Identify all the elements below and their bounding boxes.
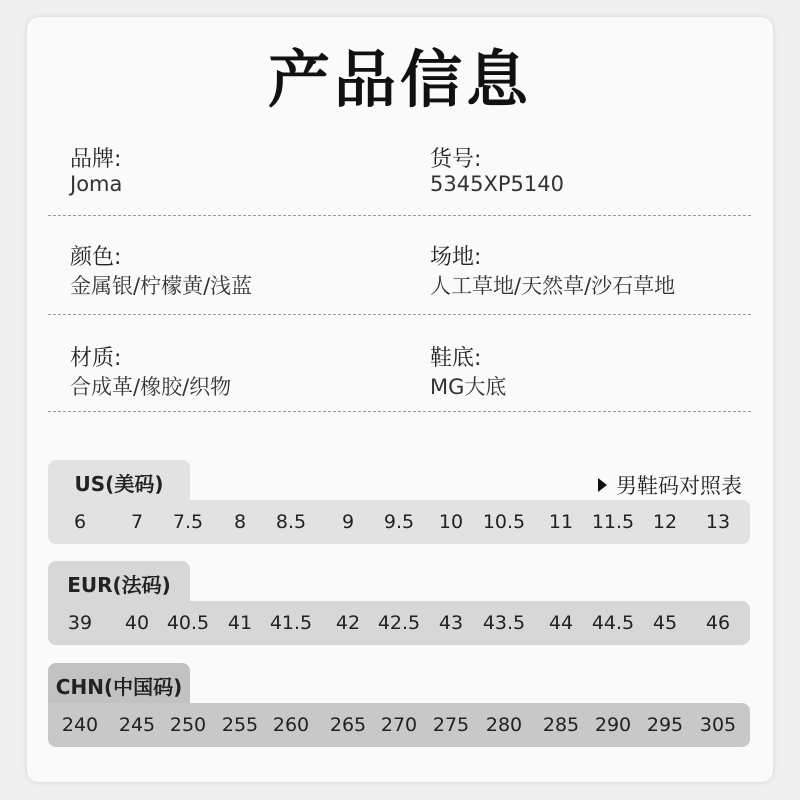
size-cell: 40.5: [166, 612, 210, 634]
size-cell: 41: [227, 612, 253, 634]
size-cell: 295: [646, 714, 684, 736]
divider: [48, 411, 751, 412]
size-cell: 43.5: [482, 612, 526, 634]
size-cell: 10.5: [482, 511, 526, 533]
size-cell: 44.5: [591, 612, 635, 634]
size-cell: 42: [335, 612, 361, 634]
size-cell: 250: [169, 714, 207, 736]
size-cell: 260: [272, 714, 310, 736]
venue-label: 场地:: [430, 245, 482, 270]
size-cell: 290: [594, 714, 632, 736]
size-cell: 42.5: [377, 612, 421, 634]
brand-value: Joma: [70, 172, 123, 196]
size-cell: 9: [341, 511, 355, 533]
size-cell: 285: [542, 714, 580, 736]
material-label: 材质:: [70, 346, 122, 371]
size-cell: 270: [380, 714, 418, 736]
size-cell: 45: [652, 612, 678, 634]
color-label: 颜色:: [70, 245, 122, 270]
size-cell: 6: [73, 511, 87, 533]
size-cell: 265: [329, 714, 367, 736]
divider: [48, 215, 751, 216]
eur-size-row: [48, 601, 750, 645]
page-title: 产品信息: [267, 43, 532, 116]
divider: [48, 314, 751, 315]
size-cell: 12: [652, 511, 678, 533]
us-size-row: [48, 500, 750, 544]
us-size-tab: US(美码): [48, 460, 190, 504]
size-cell: 8: [233, 511, 247, 533]
size-cell: 305: [699, 714, 737, 736]
size-cell: 11.5: [591, 511, 635, 533]
item-no-label: 货号:: [430, 147, 482, 172]
size-chart-link[interactable]: [598, 470, 742, 500]
size-cell: 13: [705, 511, 731, 533]
size-cell: 44: [548, 612, 574, 634]
size-cell: 11: [548, 511, 574, 533]
size-cell: 7: [130, 511, 144, 533]
color-value: 金属银/柠檬黄/浅蓝: [70, 274, 253, 298]
eur-size-tab: EUR(法码): [48, 561, 190, 605]
size-cell: 10: [438, 511, 464, 533]
size-cell: 275: [432, 714, 470, 736]
size-cell: 280: [485, 714, 523, 736]
brand-label: 品牌:: [70, 147, 122, 172]
size-cell: 7.5: [172, 511, 204, 533]
size-cell: 8.5: [275, 511, 307, 533]
sole-label: 鞋底:: [430, 346, 482, 371]
size-cell: 41.5: [269, 612, 313, 634]
size-cell: 9.5: [383, 511, 415, 533]
size-cell: 240: [61, 714, 99, 736]
material-value: 合成革/橡胶/织物: [70, 375, 232, 399]
size-cell: 40: [124, 612, 150, 634]
play-triangle-icon: [598, 478, 607, 492]
size-cell: 255: [221, 714, 259, 736]
size-cell: 39: [67, 612, 93, 634]
item-no-value: 5345XP5140: [430, 172, 564, 196]
sole-value: MG大底: [430, 375, 507, 399]
venue-value: 人工草地/天然草/沙石草地: [430, 274, 676, 298]
size-cell: 245: [118, 714, 156, 736]
chn-size-row: [48, 703, 750, 747]
size-cell: 43: [438, 612, 464, 634]
size-cell: 46: [705, 612, 731, 634]
chn-size-tab: CHN(中国码): [48, 663, 190, 707]
size-chart-link-label: 男鞋码对照表: [616, 474, 742, 498]
